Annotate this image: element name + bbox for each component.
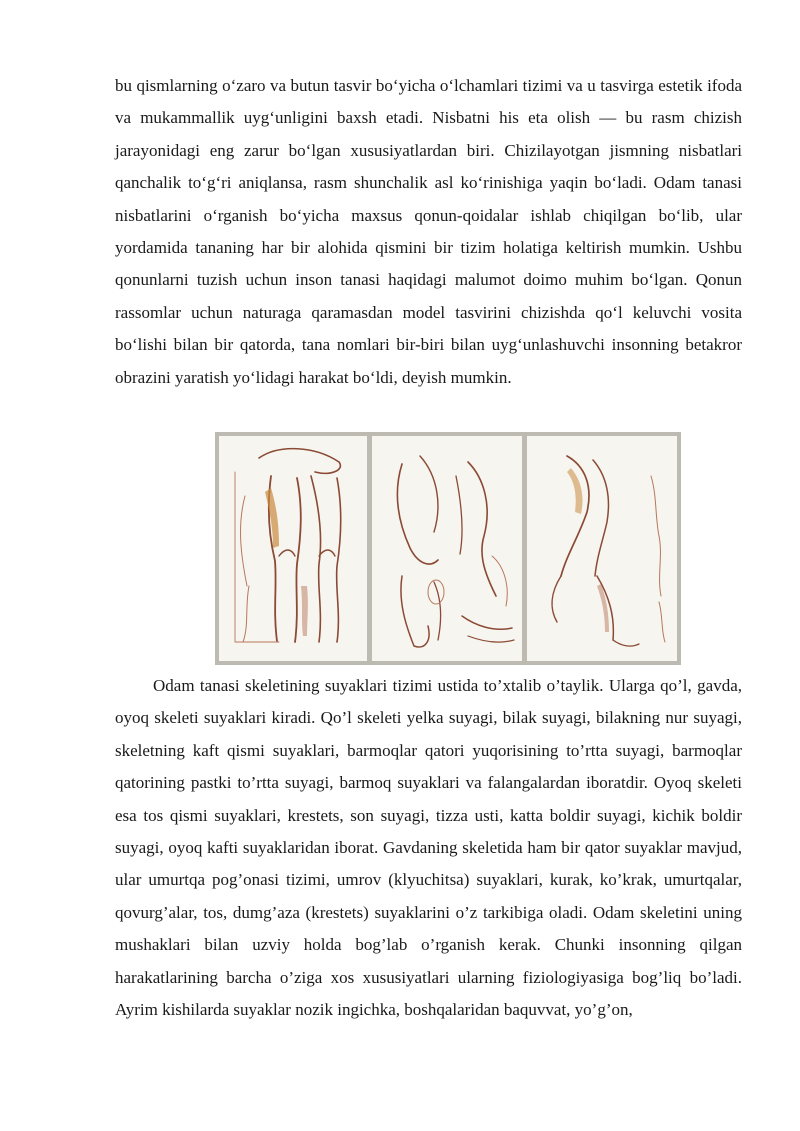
- anatomy-sketches-figure: [215, 432, 681, 665]
- leg-sketch-panel-studies: [372, 436, 522, 661]
- leg-sketch-panel-front: [219, 436, 367, 661]
- leg-sketch-panel-side: [527, 436, 677, 661]
- paragraph-proportions: bu qismlarning o‘zaro va butun tasvir bo‘yicha o‘lchamlari tizimi va u tasvirga estetik ifoda va mukammallik uyg‘unligini baxsh etadi. Nisbatni his eta olish — bu rasm chizish jarayonidagi eng zarur bo‘lgan xususiyatlardan biri. Chizilayotgan jismning nisbatlari qanchalik to‘g‘ri aniqlansa, rasm shunchalik asl ko‘rinishiga yaqin bo‘ladi. Odam tanasi nisbatlarini o‘rganish bo‘yicha maxsus qonun-qoidalar ishlab chiqilgan bo‘lib, ular yordamida tananing har bir alohida qismini bir tizim holatiga keltirish mumkin. Ushbu qonunlarni tuzish uchun inson tanasi haqidagi malumot doimo muhim bo‘lgan. Qonun rassomlar uchun naturaga qaramasdan model tasvirini chizishda qo‘l keluvchi vosita bo‘lishi bilan bir qatorda, tana nomlari bir-biri bilan uyg‘unlashuvchi insonning betakror obrazini yaratish yo‘lidagi harakat bo‘ldi, deyish mumkin.: [115, 76, 742, 387]
- leg-sketch-studies: [372, 436, 522, 661]
- leg-sketch-front: [219, 436, 367, 661]
- paragraph-skeleton: Odam tanasi skeletining suyaklari tizimi ustida to’xtalib o’taylik. Ularga qo’l, gavda, oyoq skeleti suyaklari kiradi. Qo’l skeleti yelka suyagi, bilak suyagi, bilakning nur suyagi, skeletning kaft qismi suyaklari, barmoqlar qatori yuqorisining to’rtta suyagi, barmoqlar qatorining pastki to’rtta suyagi, barmoq suyaklari va falangalardan iboratdir. Oyoq skeleti esa tos qismi suyaklari, krestets, son suyagi, tizza usti, katta boldir suyagi, kichik boldir suyagi, oyoq kafti suyaklaridan iborat. Gavdaning skeletida ham bir qator suyaklar mavjud, ular umurtqa pog’onasi tizimi, umrov (klyuchitsa) suyaklari, kurak, ko’krak, umurtqalar, qovurg’alar, tos, dumg’aza (krestets) suyaklarini o’z tarkibiga oladi. Odam skeletini uning mushaklari bilan uzviy holda bog’lab o’rganish kerak. Chunki insonning qilgan harakatlarining barcha o’ziga xos xususiyatlari ularning fiziologiyasiga bog’liq bo’ladi. Ayrim kishilarda suyaklar nozik ingichka, boshqalaridan baquvvat, yo’g’on,: [115, 676, 742, 1020]
- leg-sketch-side: [527, 436, 677, 661]
